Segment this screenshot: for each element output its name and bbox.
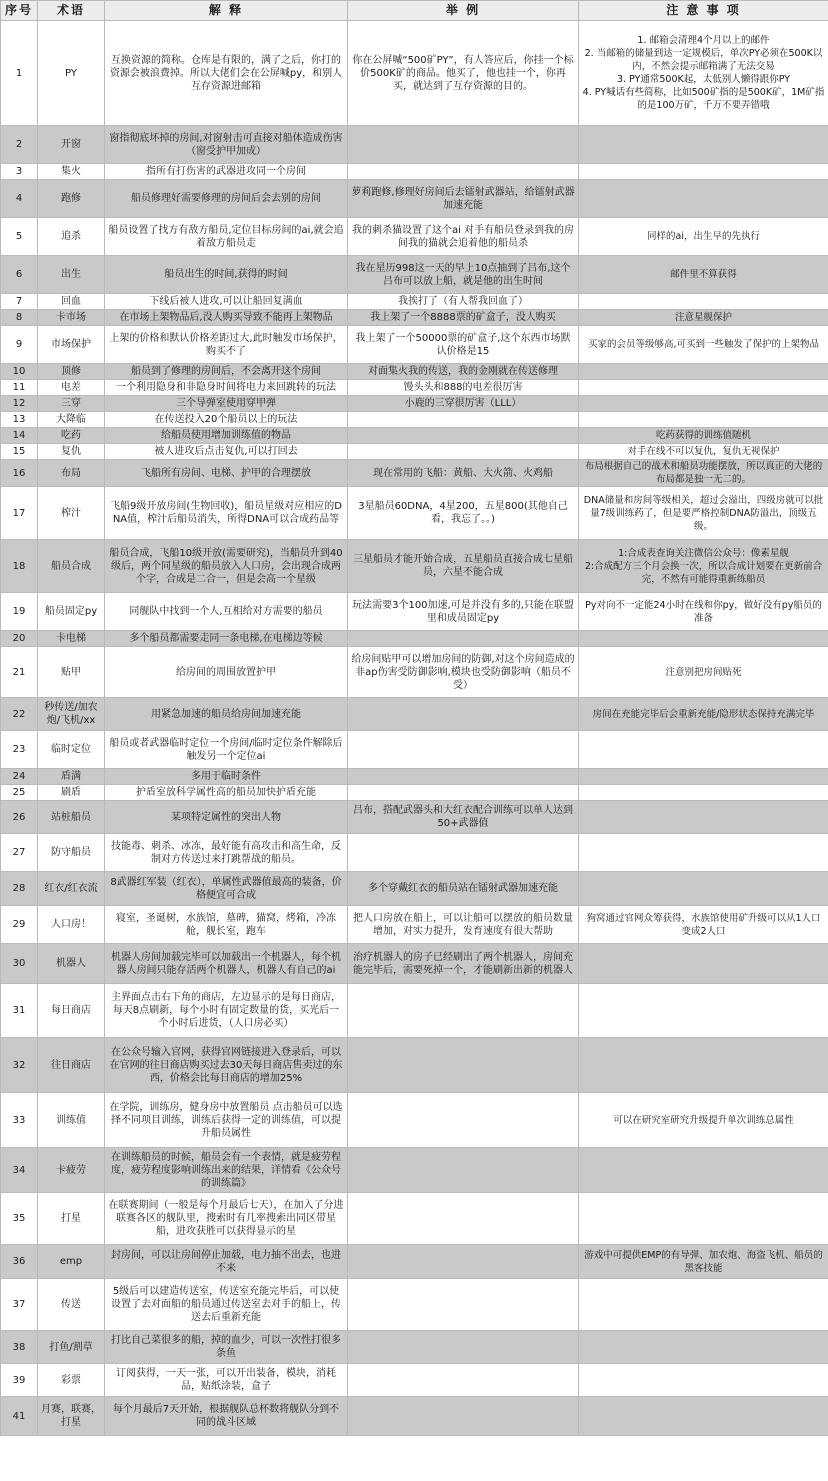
cell-index: 16: [1, 460, 38, 487]
cell-explanation: 某项特定属性的突出人物: [105, 801, 348, 834]
cell-term: 刷盾: [38, 785, 105, 801]
table-row: [1, 1038, 828, 1093]
cell-explanation: 每个月最后7天开始，根据舰队总杯数将舰队分到不同的战斗区域: [105, 1397, 348, 1436]
cell-example: [348, 1093, 579, 1148]
cell-notes: [579, 631, 828, 647]
cell-notes: 狗窝通过官网众筹获得，水族馆使用矿升级可以从1人口变成2人口: [579, 906, 828, 944]
cell-example: [348, 1038, 579, 1093]
cell-explanation: 主界面点击右下角的商店，左边显示的是每日商店，每天8点刷新，每个小时有固定数量的货，买光后一个小时后进货，（人口房必买）: [105, 984, 348, 1038]
cell-explanation: 同舰队中找到一个人,互相给对方需要的船员: [105, 593, 348, 631]
cell-index: 27: [1, 834, 38, 872]
table-row: [1, 326, 828, 364]
cell-notes: 注意别把房间贴死: [579, 647, 828, 698]
cell-term: 秒传送/加农炮/飞机/xx: [38, 698, 105, 731]
cell-index: 4: [1, 180, 38, 218]
cell-example: [348, 834, 579, 872]
cell-explanation: 窗指彻底坏掉的房间,对窗射击可直接对船体造成伤害（窗受护甲加成）: [105, 126, 348, 164]
cell-example: 对面集火我的传送，我的金刚就在传送修理: [348, 364, 579, 380]
cell-index: 23: [1, 731, 38, 769]
cell-example: 给房间贴甲可以增加房间的防御,对这个房间造成的非ap伤害受防御影响,模块也受防御影响（船员不受）: [348, 647, 579, 698]
cell-example: 把人口房放在船上，可以让船可以摆放的船员数量增加，对实力提升，发育速度有很大帮助: [348, 906, 579, 944]
cell-explanation: 订阅获得，一天一张，可以开出装备，模块，消耗品，贴纸涂装，盒子: [105, 1364, 348, 1397]
cell-example: [348, 769, 579, 785]
cell-term: 三穿: [38, 396, 105, 412]
cell-term: 机器人: [38, 944, 105, 984]
cell-notes: 布局根据自己的战术和船员功能摆放，所以真正的大佬的布局都是独一无二的。: [579, 460, 828, 487]
cell-notes: [579, 944, 828, 984]
cell-index: 37: [1, 1279, 38, 1331]
cell-index: 38: [1, 1331, 38, 1364]
cell-notes: [579, 1331, 828, 1364]
cell-term: 开窗: [38, 126, 105, 164]
cell-explanation: 指所有打伤害的武器进攻同一个房间: [105, 164, 348, 180]
cell-example: 吕布，搭配武器头和大红衣配合训练可以单人达到50+武器值: [348, 801, 579, 834]
cell-explanation: 封房间，可以让房间停止加载，电力抽不出去，也进不来: [105, 1245, 348, 1279]
cell-notes: 游戏中可提供EMP的有导弹、加农炮、海盗飞机、船员的黑客技能: [579, 1245, 828, 1279]
cell-term: 出生: [38, 256, 105, 294]
cell-explanation: 打比自己菜很多的船，掉的血少，可以一次性打很多条鱼: [105, 1331, 348, 1364]
cell-index: 17: [1, 487, 38, 540]
cell-notes: [579, 380, 828, 396]
cell-explanation: 被人进攻后点击复仇,可以打回去: [105, 444, 348, 460]
table-row: [1, 21, 828, 126]
cell-example: [348, 1148, 579, 1193]
cell-example: 现在常用的飞船：黄船、大火箭、火鸡船: [348, 460, 579, 487]
cell-explanation: 在训练船员的时候，船员会有一个表情，就是疲劳程度，疲劳程度影响训练出来的结果，详情看《公众号的训练篇》: [105, 1148, 348, 1193]
cell-notes: [579, 164, 828, 180]
cell-term: 训练值: [38, 1093, 105, 1148]
cell-notes: [579, 294, 828, 310]
table-row: [1, 731, 828, 769]
cell-example: 治疗机器人的房子已经刷出了两个机器人，房间充能完毕后，需要死掉一个，才能刷新出新的机器人: [348, 944, 579, 984]
cell-notes: [579, 1397, 828, 1436]
cell-explanation: 飞船所有房间、电梯、护甲的合理摆放: [105, 460, 348, 487]
cell-explanation: 互换资源的简称。仓库是有限的，满了之后，你打的资源会被浪费掉。所以大佬们会在公屏喊py，和别人互存资源进邮箱: [105, 21, 348, 126]
table-row: [1, 364, 828, 380]
cell-index: 28: [1, 872, 38, 906]
cell-index: 2: [1, 126, 38, 164]
cell-explanation: 在市场上架物品后,没人购买导致不能再上架物品: [105, 310, 348, 326]
cell-example: 馒头头和888的电差很厉害: [348, 380, 579, 396]
cell-notes: [579, 396, 828, 412]
cell-example: [348, 164, 579, 180]
cell-index: 19: [1, 593, 38, 631]
cell-example: [348, 785, 579, 801]
header-notes: 注 意 事 项: [579, 1, 828, 21]
header-term: 术语: [38, 1, 105, 21]
cell-index: 12: [1, 396, 38, 412]
cell-notes: DNA储量和房间等级相关，超过会溢出，四级房就可以批量7级训练药了，但是要严格控制DNA防溢出，顶级五级。: [579, 487, 828, 540]
cell-example: 3星船员60DNA，4星200，五星800(其他自己看，我忘了。。): [348, 487, 579, 540]
cell-term: emp: [38, 1245, 105, 1279]
cell-explanation: 船员或者武器临时定位一个房间/临时定位条件解除后触发另一个定位ai: [105, 731, 348, 769]
cell-example: 多个穿戴红衣的船员站在镭射武器加速充能: [348, 872, 579, 906]
cell-notes: 买家的会员等级够高,可买到一些触发了保护的上架物品: [579, 326, 828, 364]
cell-notes: [579, 731, 828, 769]
cell-index: 11: [1, 380, 38, 396]
cell-notes: 1:合成表查询关注微信公众号：像素星舰 2:合成配方三个月会换一次，所以合成计划要在更新前合完，不然有可能得重新练船员: [579, 540, 828, 593]
cell-index: 8: [1, 310, 38, 326]
cell-term: 市场保护: [38, 326, 105, 364]
cell-index: 31: [1, 984, 38, 1038]
cell-term: 跑修: [38, 180, 105, 218]
cell-index: 7: [1, 294, 38, 310]
cell-example: 我上架了一个50000票的矿盒子,这个东西市场默认价格是15: [348, 326, 579, 364]
cell-index: 15: [1, 444, 38, 460]
cell-explanation: 机器人房间加载完毕可以加载出一个机器人，每个机器人房间只能存活两个机器人，机器人有自己的ai: [105, 944, 348, 984]
table-row: [1, 444, 828, 460]
cell-explanation: 在公众号输入官网，获得官网链接进入登录后，可以在官网的往日商店购买过去30天每日商店售卖过的东西，价格会比每日商店的增加25%: [105, 1038, 348, 1093]
cell-index: 14: [1, 428, 38, 444]
cell-notes: [579, 180, 828, 218]
cell-example: 我的刺杀猫设置了这个ai 对手有船员登录到我的房间我的猫就会追着他的船员杀: [348, 218, 579, 256]
cell-example: 小鹿的三穿很厉害（LLL）: [348, 396, 579, 412]
cell-index: 21: [1, 647, 38, 698]
cell-example: [348, 631, 579, 647]
table-row: [1, 487, 828, 540]
cell-notes: [579, 1038, 828, 1093]
cell-index: 39: [1, 1364, 38, 1397]
cell-example: [348, 1193, 579, 1245]
cell-term: 临时定位: [38, 731, 105, 769]
cell-index: 1: [1, 21, 38, 126]
cell-index: 33: [1, 1093, 38, 1148]
table-row: [1, 834, 828, 872]
cell-notes: [579, 1279, 828, 1331]
cell-index: 36: [1, 1245, 38, 1279]
cell-index: 6: [1, 256, 38, 294]
cell-example: 我在星历998这一天的早上10点抽到了吕布,这个吕布可以放上船，就是他的出生时间: [348, 256, 579, 294]
header-explanation: 解 释: [105, 1, 348, 21]
glossary-body: [1, 21, 828, 1436]
cell-index: 22: [1, 698, 38, 731]
cell-term: 卡市场: [38, 310, 105, 326]
cell-notes: 同样的ai，出生早的先执行: [579, 218, 828, 256]
cell-notes: [579, 801, 828, 834]
table-row: [1, 631, 828, 647]
cell-term: 电差: [38, 380, 105, 396]
cell-explanation: 寝室，圣诞树，水族馆，墓碑，猫窝，烤箱，冷冻舱，舰长室，跑车: [105, 906, 348, 944]
cell-term: 吃药: [38, 428, 105, 444]
table-row: [1, 294, 828, 310]
cell-example: [348, 412, 579, 428]
table-row: [1, 785, 828, 801]
cell-index: 25: [1, 785, 38, 801]
table-row: [1, 593, 828, 631]
cell-explanation: 护盾室放科学属性高的船员加快护盾充能: [105, 785, 348, 801]
cell-notes: [579, 412, 828, 428]
cell-example: 我挨打了（有人帮我回血了）: [348, 294, 579, 310]
cell-explanation: 在联赛期间（一般是每个月最后七天），在加入了分进联赛各区的舰队里，搜索时有几率搜索出同区带星船，进攻获胜可以获得显示的星: [105, 1193, 348, 1245]
cell-example: [348, 1245, 579, 1279]
cell-explanation: 5级后可以建造传送室，传送室充能完毕后，可以使设置了去对面船的船员通过传送室去对手的船上，传送去后重新充能: [105, 1279, 348, 1331]
table-row: [1, 540, 828, 593]
cell-explanation: 船员合成，飞船10级开放(需要研究)，当船员升到40级后，两个同星级的船员放入人口房，会出现合成两个字，合成是二合一，但是会高一个星级: [105, 540, 348, 593]
cell-term: 布局: [38, 460, 105, 487]
cell-index: 5: [1, 218, 38, 256]
cell-term: 传送: [38, 1279, 105, 1331]
table-row: [1, 396, 828, 412]
cell-term: 复仇: [38, 444, 105, 460]
cell-term: 船员合成: [38, 540, 105, 593]
cell-term: 卡疲劳: [38, 1148, 105, 1193]
cell-notes: 可以在研究室研究升级提升单次训练总属性: [579, 1093, 828, 1148]
cell-explanation: 船员到了修理的房间后，不会离开这个房间: [105, 364, 348, 380]
cell-notes: 邮件里不算获得: [579, 256, 828, 294]
cell-example: [348, 984, 579, 1038]
cell-term: PY: [38, 21, 105, 126]
cell-term: 打星: [38, 1193, 105, 1245]
table-row: [1, 428, 828, 444]
cell-explanation: 飞船9级开放房间(生物回收)，船员星级对应相应的DNA值，榨汁后船员消失，所得DNA可以合成药品等: [105, 487, 348, 540]
table-row: [1, 1331, 828, 1364]
cell-example: [348, 698, 579, 731]
cell-explanation: 三个导弹室使用穿甲弹: [105, 396, 348, 412]
table-row: [1, 769, 828, 785]
cell-example: [348, 731, 579, 769]
table-row: [1, 218, 828, 256]
cell-index: 3: [1, 164, 38, 180]
cell-explanation: 给船员使用增加训练值的物品: [105, 428, 348, 444]
table-row: [1, 872, 828, 906]
cell-example: [348, 428, 579, 444]
table-row: [1, 698, 828, 731]
cell-index: 26: [1, 801, 38, 834]
cell-term: 盾满: [38, 769, 105, 785]
cell-explanation: 多用于临时条件: [105, 769, 348, 785]
cell-notes: [579, 364, 828, 380]
cell-notes: Py对向不一定能24小时在线和你py，做好没有py船员的准备: [579, 593, 828, 631]
cell-index: 18: [1, 540, 38, 593]
table-row: [1, 1245, 828, 1279]
cell-example: [348, 444, 579, 460]
table-row: [1, 1193, 828, 1245]
cell-term: 集火: [38, 164, 105, 180]
cell-explanation: 船员出生的时间,获得的时间: [105, 256, 348, 294]
table-row: [1, 180, 828, 218]
table-row: [1, 906, 828, 944]
cell-example: 三星船员才能开始合成，五星船员直接合成七星船员，六星不能合成: [348, 540, 579, 593]
cell-term: 贴甲: [38, 647, 105, 698]
cell-term: 防守船员: [38, 834, 105, 872]
cell-term: 往日商店: [38, 1038, 105, 1093]
table-row: [1, 126, 828, 164]
cell-explanation: 用紧急加速的船员给房间加速充能: [105, 698, 348, 731]
cell-notes: 1. 邮箱会清理4个月以上的邮件 2. 当邮箱的储量到达一定规模后，单次PY必须在500K以内，不然会提示邮箱满了无法交易 3. PY通常500K起，太低别人懒得跟你PY 4. PY喊话有些简称，比如500矿指的是500K矿，1M矿指的是100万矿，千万不要弄错哦: [579, 21, 828, 126]
cell-notes: [579, 872, 828, 906]
cell-explanation: 船员设置了找方有敌方船员,定位目标房间的ai,就会追着敌方船员走: [105, 218, 348, 256]
cell-index: 13: [1, 412, 38, 428]
table-row: [1, 1093, 828, 1148]
table-row: [1, 801, 828, 834]
table-row: [1, 256, 828, 294]
cell-notes: 房间在充能完毕后会重新充能/隐形状态保持充满完毕: [579, 698, 828, 731]
cell-index: 32: [1, 1038, 38, 1093]
cell-term: 人口房！: [38, 906, 105, 944]
table-row: [1, 310, 828, 326]
cell-explanation: 给房间的周围放置护甲: [105, 647, 348, 698]
cell-notes: 吃药获得的训练值随机: [579, 428, 828, 444]
table-row: [1, 164, 828, 180]
cell-term: 顶修: [38, 364, 105, 380]
table-row: [1, 1279, 828, 1331]
cell-term: 追杀: [38, 218, 105, 256]
cell-example: [348, 126, 579, 164]
table-row: [1, 1364, 828, 1397]
cell-index: 30: [1, 944, 38, 984]
cell-term: 打鱼/割草: [38, 1331, 105, 1364]
cell-index: 41: [1, 1397, 38, 1436]
cell-example: [348, 1279, 579, 1331]
cell-notes: [579, 769, 828, 785]
cell-explanation: 下线后被人进攻,可以让船回复满血: [105, 294, 348, 310]
cell-index: 35: [1, 1193, 38, 1245]
cell-index: 24: [1, 769, 38, 785]
cell-explanation: 多个船员都需要走同一条电梯,在电梯边等候: [105, 631, 348, 647]
table-row: [1, 984, 828, 1038]
cell-term: 站桩船员: [38, 801, 105, 834]
cell-index: 34: [1, 1148, 38, 1193]
cell-explanation: 一个利用隐身和非隐身时间将电力来回跳转的玩法: [105, 380, 348, 396]
cell-example: [348, 1364, 579, 1397]
cell-index: 9: [1, 326, 38, 364]
cell-term: 彩票: [38, 1364, 105, 1397]
table-row: [1, 460, 828, 487]
cell-term: 月赛，联赛，打星: [38, 1397, 105, 1436]
cell-notes: [579, 1364, 828, 1397]
cell-example: 萝莉跑修,修理好房间后去镭射武器站，给镭射武器加速充能: [348, 180, 579, 218]
cell-index: 29: [1, 906, 38, 944]
cell-explanation: 技能毒、刺杀、冰冻，最好能有高攻击和高生命，反制对方传送过来打跳帮战的船员。: [105, 834, 348, 872]
cell-notes: 注意星舰保护: [579, 310, 828, 326]
cell-notes: 对手在线不可以复仇，复仇无视保护: [579, 444, 828, 460]
cell-example: [348, 1331, 579, 1364]
table-row: [1, 647, 828, 698]
cell-example: 我上架了一个8888票的矿盒子，没人购买: [348, 310, 579, 326]
header-row: [1, 1, 828, 21]
cell-notes: [579, 785, 828, 801]
table-row: [1, 1397, 828, 1436]
header-example: 举 例: [348, 1, 579, 21]
header-index: 序号: [1, 1, 38, 21]
cell-term: 回血: [38, 294, 105, 310]
cell-term: 船员固定py: [38, 593, 105, 631]
cell-index: 10: [1, 364, 38, 380]
cell-notes: [579, 834, 828, 872]
cell-explanation: 上架的价格和默认价格差距过大,此时触发市场保护，购买不了: [105, 326, 348, 364]
cell-example: 玩法需要3个100加速,可是并没有多的,只能在联盟里和成员固定py: [348, 593, 579, 631]
table-row: [1, 944, 828, 984]
cell-notes: [579, 984, 828, 1038]
table-row: [1, 1148, 828, 1193]
cell-term: 榨汁: [38, 487, 105, 540]
cell-index: 20: [1, 631, 38, 647]
cell-explanation: 8武器红军装（红衣），单属性武器值最高的装备，价格便宜可合成: [105, 872, 348, 906]
cell-explanation: 在学院，训练房，健身房中放置船员 点击船员可以选择不同项目训练，训练后获得一定的训练值，可以提升船员属性: [105, 1093, 348, 1148]
cell-notes: [579, 126, 828, 164]
cell-term: 大降临: [38, 412, 105, 428]
table-row: [1, 380, 828, 396]
cell-term: 红衣/红衣流: [38, 872, 105, 906]
cell-term: 每日商店: [38, 984, 105, 1038]
cell-explanation: 在传送投入20个船员以上的玩法: [105, 412, 348, 428]
cell-notes: [579, 1193, 828, 1245]
cell-explanation: 船员修理好需要修理的房间后会去别的房间: [105, 180, 348, 218]
cell-example: 你在公屏喊“500矿PY”，有人答应后，你挂一个标价500K矿的商品。他买了，他也挂一个，你再买，就达到了互存资源的目的。: [348, 21, 579, 126]
cell-term: 卡电梯: [38, 631, 105, 647]
table-row: [1, 412, 828, 428]
cell-notes: [579, 1148, 828, 1193]
cell-example: [348, 1397, 579, 1436]
